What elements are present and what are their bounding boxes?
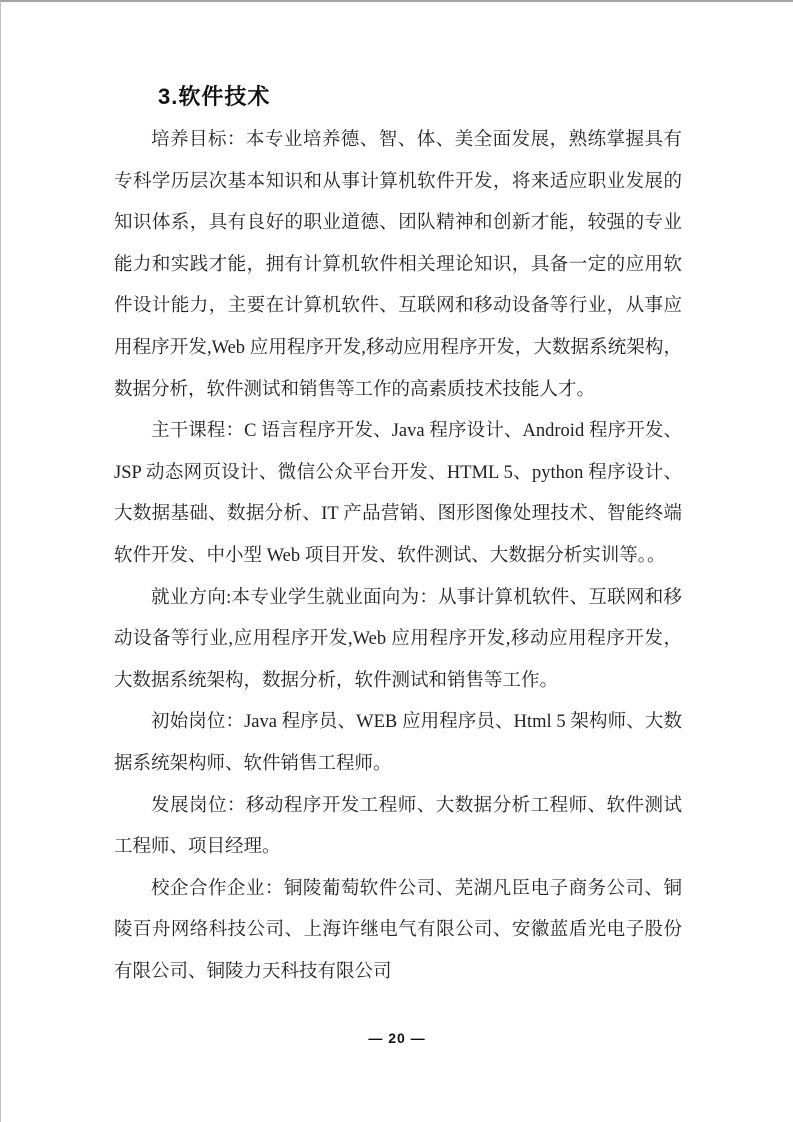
text-line: 件设计能力，主要在计算机软件、互联网和移动设备等行业，从事应: [114, 296, 682, 317]
text-line: 主干课程：C 语言程序开发、Java 程序设计、Android 程序开发、: [151, 421, 682, 442]
paragraph-initial-positions: [114, 702, 682, 785]
page-footer: [1, 1030, 793, 1048]
paragraphs: [114, 120, 682, 993]
text-line: 大数据系统架构，数据分析，软件测试和销售等工作。: [114, 670, 559, 691]
text-line: 发展岗位：移动程序开发工程师、大数据分析工程师、软件测试: [151, 795, 682, 816]
text-line: 软件开发、中小型 Web 项目开发、软件测试、大数据分析实训等。。: [114, 545, 666, 566]
text-line: 校企合作企业：铜陵葡萄软件公司、芜湖凡臣电子商务公司、铜: [151, 878, 682, 899]
text-line: JSP 动态网页设计、微信公众平台开发、HTML 5、python 程序设计、: [114, 462, 682, 483]
text-line: 数据分析，软件测试和销售等工作的高素质技术技能人才。: [114, 379, 596, 400]
text-line: 据系统架构师、软件销售工程师。: [114, 753, 392, 774]
document-content: [114, 74, 682, 993]
text-line: 大数据基础、数据分析、IT 产品营销、图形图像处理技术、智能终端: [114, 504, 682, 525]
text-line: 初始岗位：Java 程序员、WEB 应用程序员、Html 5 架构师、大数: [151, 712, 682, 733]
text-line: 培养目标：本专业培养德、智、体、美全面发展，熟练掌握具有: [151, 130, 682, 150]
paragraph-core-courses: [114, 411, 682, 577]
paragraph-employment-direction: [114, 578, 682, 703]
paragraph-development-positions: [114, 786, 682, 869]
text-line: 动设备等行业,应用程序开发,Web 应用程序开发,移动应用程序开发，: [114, 629, 682, 650]
text-line: 用程序开发,Web 应用程序开发,移动应用程序开发，大数据系统架构，: [114, 337, 682, 358]
text-line: 知识体系，具有良好的职业道德、团队精神和创新才能，较强的专业: [114, 213, 682, 234]
text-line: 就业方向:本专业学生就业面向为：从事计算机软件、互联网和移: [151, 587, 682, 608]
paragraph-school-enterprise-partners: [114, 869, 682, 994]
page-number: — 20 —: [368, 1030, 426, 1046]
text-line: 工程师、项目经理。: [114, 837, 281, 858]
text-line: 专科学历层次基本知识和从事计算机软件开发，将来适应职业发展的: [114, 171, 682, 192]
paragraph-training-objectives: [114, 120, 682, 411]
section-heading: 3.软件技术: [158, 84, 271, 109]
text-line: 能力和实践才能，拥有计算机软件相关理论知识，具备一定的应用软: [114, 254, 682, 275]
text-line: 有限公司、铜陵力天科技有限公司: [114, 961, 392, 982]
text-line: 陵百舟网络科技公司、上海许继电气有限公司、安徽蓝盾光电子股份: [114, 920, 682, 941]
